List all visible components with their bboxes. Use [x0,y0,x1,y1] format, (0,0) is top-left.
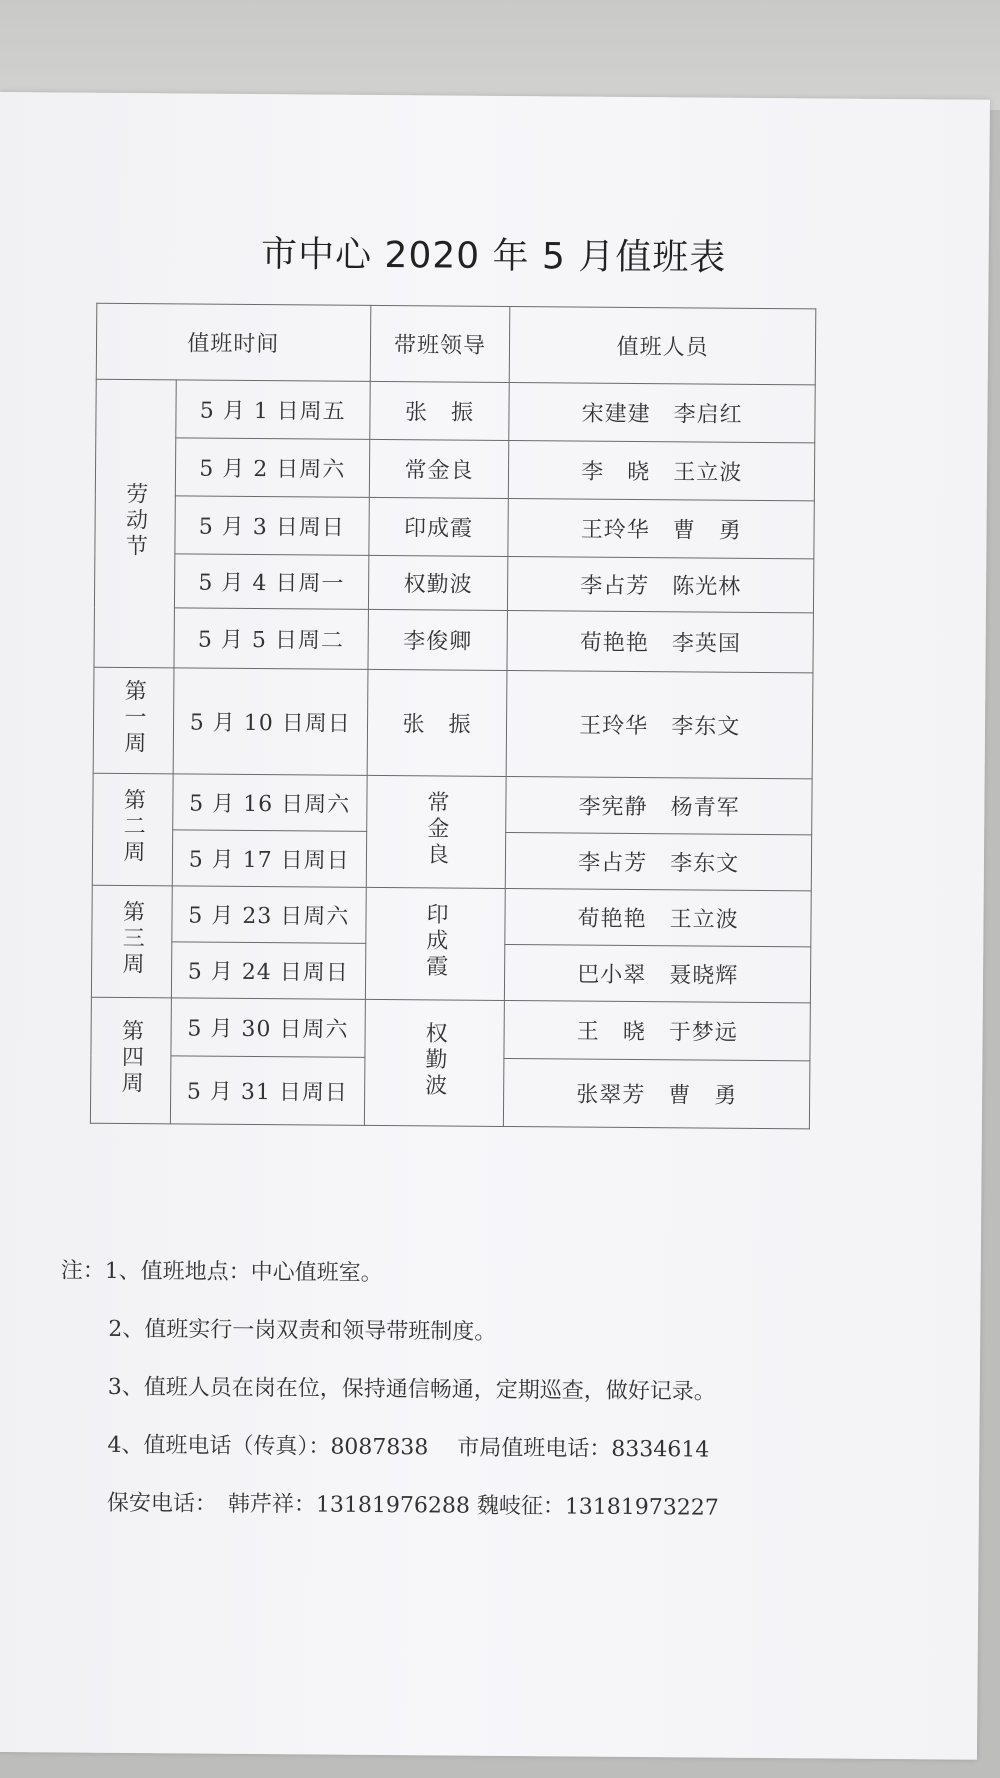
staff-name: 李占芳 [578,850,648,877]
header-time: 值班时间 [96,303,370,381]
table-row [94,607,813,673]
table-row [96,379,815,443]
leader-cell: 张 振 [367,669,508,776]
table-row [95,495,814,559]
table-row [93,773,812,835]
staff-name: 王玲华 [579,713,649,740]
staff-name: 王玲华 [580,517,650,544]
staff-name: 荀艳艳 [579,630,649,657]
staff-name: 王立波 [669,907,739,933]
group-label-week3 [91,885,172,998]
leader-cell: 李俊卿 [368,609,508,670]
group-label-week1 [93,667,174,774]
note-line: 4、值班电话（传真）：8087838 市局值班电话：8334614 [107,1432,710,1463]
leader-cell: 权勤波 [368,555,508,610]
staff-cell [509,383,815,443]
date-cell: 5 月 31 日周日 [170,1056,364,1126]
leader-cell [366,775,507,888]
staff-cell [504,1058,810,1128]
leader-cell [364,999,505,1126]
staff-name: 王立波 [673,460,743,486]
page-title: 市中心 2020 年 5 月值班表 [260,234,727,279]
date-cell: 5 月 17 日周日 [172,830,366,888]
table-row [95,437,814,501]
duty-table [90,303,816,1130]
paper-sheet [0,92,990,1760]
group-label-text: 第二周 [119,787,146,866]
staff-name: 于梦远 [668,1020,738,1046]
staff-cell [506,776,812,834]
table-row [93,667,813,779]
leader-name: 权勤波 [421,1020,448,1100]
group-label-text: 第三周 [119,899,145,978]
staff-name: 曹 勇 [668,1083,738,1109]
date-cell: 5 月 5 日周二 [174,608,368,670]
group-label-text: 第四周 [118,1018,144,1097]
staff-name: 李启红 [673,402,743,428]
header-leader: 带班领导 [370,305,510,382]
date-cell: 5 月 23 日周六 [172,886,366,944]
date-cell: 5 月 4 日周一 [174,554,368,610]
leader-cell: 张 振 [369,381,509,440]
leader-cell [365,887,506,1000]
date-cell: 5 月 24 日周日 [171,942,365,1000]
leader-name: 印成霞 [422,901,449,981]
table-row [92,885,811,947]
staff-cell [507,611,813,673]
staff-name: 李东文 [670,851,740,877]
group-label-week4 [90,997,171,1124]
date-cell: 5 月 3 日周日 [175,496,369,556]
staff-name: 杨青军 [670,795,740,821]
staff-cell [507,671,813,779]
date-cell: 5 月 16 日周六 [173,774,367,832]
staff-cell [505,888,811,946]
staff-cell [508,557,814,613]
group-label-text: 劳动节 [122,481,148,560]
note-line: 3、值班人员在岗在位，保持通信畅通，定期巡查，做好记录。 [107,1374,716,1405]
staff-name: 陈光林 [672,574,742,600]
notes-section [59,1243,941,1540]
staff-cell [509,441,815,501]
staff-cell [504,1000,810,1060]
header-staff: 值班人员 [510,307,816,385]
note-line: 保安电话： 韩芹祥：13181976288 魏岐征：13181973227 [106,1490,719,1521]
table-row [91,997,810,1061]
leader-name: 常金良 [423,789,450,869]
leader-cell: 印成霞 [368,497,508,556]
date-cell: 5 月 1 日周五 [176,380,370,440]
table-row [94,553,813,613]
group-label-holiday [94,379,176,668]
date-cell: 5 月 10 日周日 [173,668,368,776]
group-label-week2 [92,773,173,886]
staff-name: 荀艳艳 [577,906,647,933]
staff-name: 宋建建 [581,401,651,428]
staff-name: 张翠芳 [576,1082,646,1109]
staff-cell [506,832,812,890]
note-line: 2、值班实行一岗双责和领导带班制度。 [108,1316,497,1345]
note-line: 注：1、值班地点：中心值班室。 [60,1258,383,1287]
staff-name: 李 晓 [581,459,651,486]
staff-name: 曹 勇 [672,518,742,544]
group-label-text: 第一周 [120,678,147,757]
staff-name: 巴小翠 [577,962,647,989]
date-cell: 5 月 2 日周六 [175,438,369,498]
staff-cell [508,499,814,559]
staff-cell [505,944,811,1002]
leader-cell: 常金良 [369,439,509,498]
staff-name: 李占芳 [580,573,650,600]
date-cell: 5 月 30 日周六 [171,998,365,1058]
staff-name: 李东文 [671,714,741,740]
staff-name: 李英国 [671,631,742,657]
staff-name: 聂晓辉 [669,963,739,989]
staff-name: 李宪静 [578,794,648,821]
staff-name: 王 晓 [576,1019,646,1046]
table-header-row [96,303,816,385]
